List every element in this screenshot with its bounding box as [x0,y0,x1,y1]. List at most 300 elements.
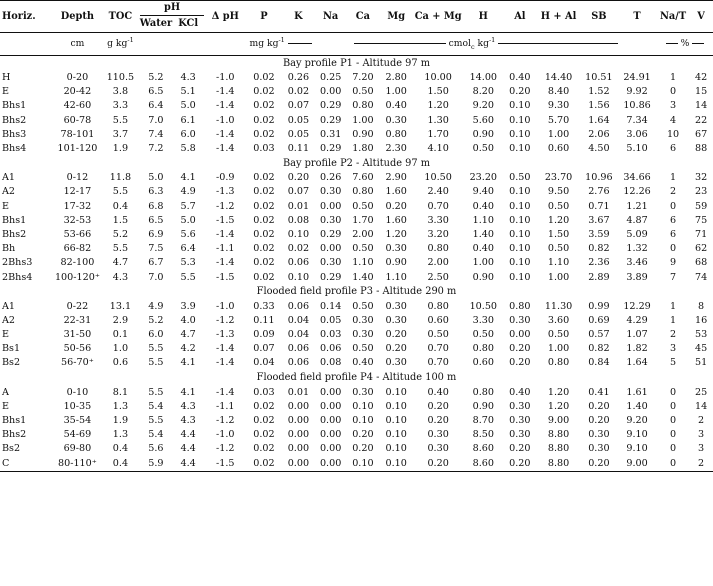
col-header-na-t: Na/T [657,1,689,33]
table-cell: 0.70 [427,357,449,369]
table-cell: 1.32 [626,243,648,255]
units-row [0,33,713,56]
table-cell: 0.80 [352,100,374,112]
table-cell: 5.09 [626,228,648,240]
table-cell: 1 [670,314,677,326]
table-cell: 0.00 [287,400,310,412]
table-cell: 0.90 [472,400,494,412]
table-cell: 0.00 [319,86,342,98]
table-row [0,457,713,472]
table-cell: 0 [670,200,677,212]
table-cell: 0.20 [287,172,310,184]
table-cell: 10.50 [424,172,452,184]
table-cell: 8.80 [547,429,570,441]
table-cell: 4.3 [180,415,196,427]
table-cell: 4.1 [180,386,196,398]
table-cell: 3.7 [112,128,129,140]
table-cell: 0.02 [253,271,275,283]
table-cell: 4.10 [427,143,449,155]
table-cell: 5.5 [148,357,164,369]
table-cell: 4.7 [180,329,196,341]
table-cell: 6.4 [148,100,164,112]
table-cell: 0.30 [352,329,374,341]
table-cell: 1.82 [626,343,648,355]
table-cell: 0.99 [588,300,610,312]
table-cell: 0.02 [253,100,275,112]
table-cell: 0.50 [547,200,570,212]
table-cell: 0.03 [253,143,275,155]
table-cell: 0.70 [427,200,449,212]
table-row [0,142,713,156]
section-header-row [0,56,713,72]
table-cell: 1.80 [352,143,374,155]
table-cell: 8.20 [472,86,494,98]
table-cell: 0-12 [66,172,89,184]
table-cell: 10.51 [585,72,613,84]
table-cell: 0.06 [287,300,310,312]
table-row [0,228,713,242]
table-cell: 0.00 [319,429,342,441]
table-cell: 7 [670,271,677,283]
table-cell: 0.6 [112,357,129,369]
table-row [0,386,713,400]
table-cell: 5.5 [112,243,129,255]
table-cell: 32 [694,172,708,184]
table-cell: 6.9 [148,228,164,240]
table-cell: 5.0 [148,172,164,184]
table-cell: 8.60 [463,457,503,472]
table-cell: 1.00 [352,114,374,126]
table-cell: 0.30 [319,257,342,269]
table-cell: 2.36 [588,257,610,269]
table-cell: 1.3 [112,400,129,412]
table-cell: 3.8 [112,86,129,98]
table-cell: 1.3 [112,429,129,441]
table-row [0,171,713,185]
table-cell: 0-10 [66,386,89,398]
table-cell: C [0,457,54,472]
table-cell: 9.10 [626,443,648,455]
table-cell: 0.20 [509,357,531,369]
table-cell: 4 [670,114,677,126]
table-row [0,114,713,128]
table-cell: 9.20 [626,415,648,427]
table-cell: -1.3 [216,186,235,198]
table-cell: 0 [670,415,677,427]
table-cell: 0.02 [253,200,275,212]
col-header-mg: Mg [380,1,413,33]
table-cell: 8.60 [472,443,494,455]
table-cell: 4.0 [180,314,196,326]
table-cell: 10-35 [63,400,92,412]
table-cell: 4.1 [180,357,196,369]
table-cell: 53 [694,329,708,341]
table-cell: 0.00 [319,200,342,212]
table-cell: 0.01 [287,386,310,398]
table-cell: 3 [670,343,677,355]
table-row [0,328,713,342]
table-cell: 0.30 [509,314,531,326]
table-cell: 0 [670,86,677,98]
table-cell: 0.20 [588,415,610,427]
table-cell: 2 [670,186,677,198]
table-cell: 0.02 [253,86,275,98]
table-cell: 6.3 [148,186,164,198]
table-cell: 0.80 [385,128,407,140]
table-cell: 8.50 [472,429,494,441]
table-cell: 10.00 [424,72,452,84]
table-cell: 0.30 [509,429,531,441]
table-cell: 0.50 [509,172,531,184]
table-cell: 0.02 [253,228,275,240]
unit-pct: % [657,33,713,56]
table-cell: 0.30 [588,429,610,441]
table-cell: E [2,400,10,412]
table-cell: 1.20 [547,386,570,398]
table-cell: 0.00 [319,243,342,255]
table-cell: 3 [698,443,705,455]
table-cell: 34.66 [623,172,651,184]
table-cell: 0.50 [352,243,374,255]
table-cell: 23.70 [544,172,573,184]
table-cell: 0.03 [319,329,342,341]
table-cell: 1.21 [626,200,648,212]
table-cell: 0.03 [253,386,275,398]
table-cell: 0.4 [112,443,129,455]
table-cell: 8.70 [472,415,494,427]
table-cell: 12-17 [63,186,92,198]
table-cell: Bhs3 [2,128,27,140]
table-cell: 17-32 [63,200,92,212]
table-cell: 0.30 [385,114,407,126]
table-cell: 7.4 [148,128,164,140]
table-cell: 0.20 [385,200,407,212]
col-header-ph: pH [140,1,205,16]
table-cell: 4.9 [148,300,164,312]
table-cell: Bhs4 [2,143,27,155]
table-cell: 2.76 [588,186,610,198]
table-cell: 0.14 [319,300,342,312]
table-cell: 1.00 [472,257,494,269]
table-row [0,356,713,370]
table-cell: -1.4 [216,100,235,112]
table-cell: 0.00 [287,415,310,427]
table-cell: 4.4 [180,443,196,455]
table-cell: 0.10 [385,443,407,455]
table-cell: 0.30 [385,357,407,369]
table-row [0,414,713,428]
table-cell: 2.40 [427,186,449,198]
table-cell: 1 [670,172,677,184]
table-cell: 0.80 [352,186,374,198]
table-cell: 110.5 [106,72,135,84]
table-cell: 0.40 [352,357,374,369]
section-header-row [0,156,713,171]
col-header-ca-mg: Ca + Mg [413,1,464,33]
table-cell: 0.11 [287,143,310,155]
table-row [0,71,713,85]
table-cell: 5.10 [626,143,648,155]
table-cell: 2.30 [385,143,407,155]
table-cell: 0.02 [253,257,275,269]
table-cell: 0.10 [352,415,374,427]
table-cell: 0.20 [503,457,536,472]
table-cell: 68 [694,257,708,269]
table-cell: 0 [657,457,689,472]
table-cell: 10 [666,128,680,140]
table-cell: 1.40 [472,228,494,240]
table-cell: 0.84 [588,357,610,369]
table-cell: 5.4 [148,400,164,412]
table-cell: 0.29 [319,100,342,112]
table-cell: 0.10 [509,271,531,283]
table-row [0,185,713,199]
table-cell: 8.80 [537,457,581,472]
table-cell: 4.3 [112,271,129,283]
table-cell: 4.7 [112,257,129,269]
table-cell: 0.90 [472,271,494,283]
table-cell: 3.9 [180,300,196,312]
unit-mgkg: mg $kg^{-1}$ [246,33,315,56]
table-cell: -1.1 [216,243,235,255]
table-cell: 0.40 [427,386,449,398]
unit-depth: cm [54,33,101,56]
table-cell: -1.4 [216,128,235,140]
table-cell: 3.06 [626,128,648,140]
table-cell: 14.00 [469,72,498,84]
table-row [0,314,713,328]
table-cell: 0.02 [253,172,275,184]
col-header-toc: TOC [101,1,140,33]
table-cell: 45 [694,343,708,355]
col-header-sb: SB [581,1,618,33]
col-header-ca: Ca [346,1,379,33]
table-cell: 0.10 [509,243,531,255]
table-cell: 6 [670,214,677,226]
table-cell: 4.9 [180,186,196,198]
table-cell: 0.40 [509,72,531,84]
table-cell: 0.1 [112,329,129,341]
table-cell: E [2,329,10,341]
table-cell: 6.7 [148,257,164,269]
table-row [0,242,713,256]
table-cell: -1.5 [204,457,246,472]
table-cell: 6.1 [180,114,196,126]
table-row [0,400,713,414]
table-cell: 0.30 [588,443,610,455]
table-cell: 0.04 [287,314,310,326]
table-cell: 50-56 [63,343,92,355]
table-cell: 1.20 [385,228,407,240]
table-cell: 9 [670,257,677,269]
table-cell: -1.0 [216,429,235,441]
table-cell: 0.07 [287,186,310,198]
table-cell: Bhs2 [2,228,27,240]
table-cell: Bhs1 [2,415,27,427]
table-cell: 0.50 [352,343,374,355]
table-cell: 0.00 [282,457,315,472]
table-cell: 1.20 [547,400,570,412]
table-cell: 5.70 [547,114,570,126]
table-cell: -1.0 [216,114,235,126]
table-cell: 42-60 [63,100,92,112]
table-cell: 0.00 [319,400,342,412]
table-cell: 32-53 [63,214,92,226]
table-cell: 12.29 [623,300,651,312]
table-cell: 0.26 [287,72,310,84]
table-cell: 2.00 [427,257,449,269]
table-cell: Bhs2 [2,429,27,441]
table-cell: 0.30 [319,214,342,226]
table-row [0,270,713,284]
table-cell: 6.4 [180,243,196,255]
table-cell: 0.00 [319,386,342,398]
table-cell: 5.60 [472,114,494,126]
table-cell: 7.5 [148,243,164,255]
table-cell: 5.2 [148,314,164,326]
table-cell: 42 [694,72,708,84]
table-cell: 0.05 [287,114,310,126]
table-cell: 4.87 [626,214,648,226]
col-header-ph-kcl: KCl [178,18,199,29]
table-cell: -1.4 [216,386,235,398]
table-cell: A2 [2,314,16,326]
table-cell: A [2,386,9,398]
table-cell: 5.9 [140,457,172,472]
table-cell: -1.0 [216,72,235,84]
table-cell: 0.08 [319,357,342,369]
table-cell: 4.2 [180,343,196,355]
table-cell: 1.00 [385,86,407,98]
table-cell: 0.10 [352,400,374,412]
table-cell: 0.71 [588,200,610,212]
table-cell: 0.82 [588,343,610,355]
table-cell: 0.33 [253,300,275,312]
col-header-depth: Depth [54,1,101,33]
table-cell: 0.02 [253,214,275,226]
table-cell: 0.50 [472,329,494,341]
table-cell: 2.80 [385,72,407,84]
table-cell: 1.30 [427,114,449,126]
table-cell: 0.30 [509,415,531,427]
table-cell: 0.30 [352,314,374,326]
table-cell: 0.50 [547,329,570,341]
table-cell: 1.61 [626,386,648,398]
table-cell: 6 [670,228,677,240]
table-cell: 1.10 [472,214,494,226]
table-cell: 0.41 [588,386,610,398]
table-cell: Bhs2 [2,114,27,126]
table-cell: 0.80 [472,386,494,398]
table-cell: 2.89 [588,271,610,283]
table-cell: 0.82 [588,243,610,255]
table-cell: 0.4 [112,200,129,212]
table-cell: E [2,200,10,212]
section-title: Bay profile P1 - Altitude 97 m [282,57,431,69]
table-cell: 10.86 [623,100,651,112]
table-cell: 1.70 [352,214,374,226]
table-cell: 5.7 [180,200,196,212]
table-cell: 0.20 [588,400,610,412]
table-cell: 1.20 [547,214,570,226]
table-cell: 0.10 [385,386,407,398]
table-row [0,85,713,99]
table-cell: 1 [670,300,677,312]
table-cell: 5.0 [180,100,196,112]
table-cell: 23.20 [469,172,498,184]
table-cell: 9.92 [626,86,648,98]
table-cell: 0.08 [287,214,310,226]
table-cell: 0.80 [427,243,449,255]
table-cell: 5.1 [180,86,196,98]
table-cell: 100-120⁺ [54,271,100,283]
table-cell: 7.20 [352,72,374,84]
table-cell: -1.2 [216,415,235,427]
table-cell: 0.90 [352,128,374,140]
table-cell: 0.05 [287,128,310,140]
table-cell: 0.20 [509,86,531,98]
table-cell: 7.34 [626,114,648,126]
col-header-v: V [689,1,713,33]
table-cell: 0.29 [319,114,342,126]
table-cell: -1.1 [216,400,235,412]
table-cell: 0.09 [253,329,275,341]
unit-toc: g $kg^{-1}$ [101,33,140,56]
table-cell: 0.90 [385,257,407,269]
table-cell: 0.60 [472,357,494,369]
table-cell: 0.02 [253,415,275,427]
table-cell: 0.30 [352,386,374,398]
table-cell: 0.10 [509,100,531,112]
table-cell: 0.29 [319,143,342,155]
table-cell: 7.0 [148,114,164,126]
table-cell: 2 [670,329,677,341]
table-cell: 51 [694,357,708,369]
table-cell: 0.02 [287,86,310,98]
table-cell: -1.2 [216,443,235,455]
table-cell: 13.1 [109,300,132,312]
col-header-h-al: H + Al [537,1,581,33]
table-cell: 7.0 [148,271,164,283]
table-cell: -1.0 [216,300,235,312]
table-cell: 67 [694,128,708,140]
table-cell: Bhs1 [2,214,27,226]
table-cell: 1.40 [626,400,648,412]
table-cell: 0.02 [287,243,310,255]
table-cell: 0.60 [547,143,570,155]
table-cell: 5.0 [180,214,196,226]
table-cell: 6.5 [148,86,164,98]
table-cell: 4.50 [588,143,610,155]
table-cell: 0.11 [253,314,275,326]
table-cell: 0.02 [253,243,275,255]
table-cell: 0.50 [427,329,449,341]
table-cell: -1.2 [216,200,235,212]
table-cell: 0.05 [319,314,342,326]
table-cell: 9.10 [626,429,648,441]
table-cell: 0.30 [385,243,407,255]
col-header-p: P [246,1,281,33]
table-cell: 0.10 [385,429,407,441]
col-header-delta-ph: Δ pH [204,1,246,33]
table-cell: 0.20 [352,443,374,455]
table-cell: 0.30 [509,400,531,412]
table-cell: 0.00 [319,415,342,427]
table-cell: 0.10 [287,228,310,240]
table-cell: 0.20 [581,457,618,472]
table-cell: 0.10 [385,415,407,427]
table-cell: 1.20 [427,100,449,112]
